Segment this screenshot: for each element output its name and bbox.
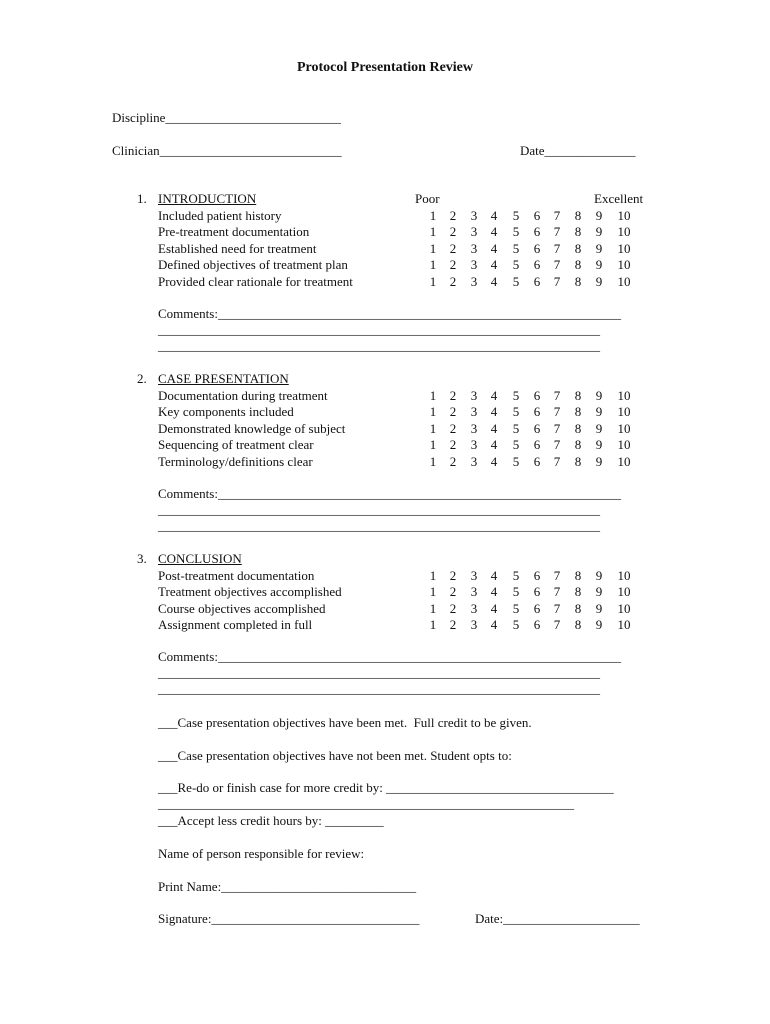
rating-option-1[interactable]: 1 [429,617,437,632]
signature-field[interactable]: Signature:________________________________ [158,911,420,926]
section-number: 1. [137,191,147,206]
rating-option-1[interactable]: 1 [429,240,437,256]
rating-option-1[interactable]: 1 [429,404,437,419]
rating-option-10[interactable]: 10 [617,257,631,272]
rating-option-3[interactable]: 3 [470,240,478,256]
rating-item-label: Key components included [158,404,294,419]
rating-scale-row[interactable] [0,437,770,454]
rating-option-10[interactable]: 10 [617,437,631,452]
rating-scale-row[interactable] [0,257,770,274]
rating-option-9[interactable]: 9 [595,404,603,419]
rating-option-9[interactable]: 9 [595,420,603,436]
rating-option-7[interactable]: 7 [553,584,561,599]
redo-line[interactable]: ________________________________________________________________ [158,796,574,811]
rating-option-8[interactable]: 8 [574,224,582,239]
rating-option-7[interactable]: 7 [553,257,561,272]
comment-line[interactable]: ____________________________________________________________________ [158,681,600,696]
rating-option-4[interactable]: 4 [490,404,498,419]
rating-option-6[interactable]: 6 [533,584,541,599]
rating-option-6[interactable]: 6 [533,600,541,616]
rating-option-8[interactable]: 8 [574,437,582,452]
comment-line[interactable]: ____________________________________________________________________ [158,322,600,337]
rating-option-5[interactable]: 5 [512,207,520,223]
redo-option[interactable]: ___Re-do or finish case for more credit by: ___________________________________ [158,780,614,795]
rating-option-4[interactable]: 4 [490,617,498,632]
rating-item-label: Treatment objectives accomplished [158,584,342,599]
scale-poor-label: Poor [415,191,440,206]
comments-field[interactable]: Comments:______________________________________________________________ [158,486,621,501]
rating-option-1[interactable]: 1 [429,207,437,223]
comments-field[interactable]: Comments:______________________________________________________________ [158,649,621,664]
rating-option-3[interactable]: 3 [470,600,478,616]
rating-option-9[interactable]: 9 [595,567,603,583]
rating-option-4[interactable]: 4 [490,257,498,272]
signature-date-field[interactable]: Date:_____________________ [475,911,640,926]
rating-option-5[interactable]: 5 [512,224,520,239]
rating-scale-row[interactable] [0,568,770,585]
rating-option-6[interactable]: 6 [533,207,541,223]
rating-option-2[interactable]: 2 [449,207,457,223]
rating-option-1[interactable]: 1 [429,257,437,272]
rating-option-1[interactable]: 1 [429,420,437,436]
rating-option-7[interactable]: 7 [553,617,561,632]
rating-option-6[interactable]: 6 [533,257,541,272]
rating-option-3[interactable]: 3 [470,404,478,419]
rating-option-1[interactable]: 1 [429,437,437,452]
rating-option-9[interactable]: 9 [595,453,603,469]
rating-option-4[interactable]: 4 [490,567,498,583]
objectives-not-met-option[interactable]: ___Case presentation objectives have not been met. Student opts to: [158,748,512,763]
rating-option-5[interactable]: 5 [512,273,520,289]
rating-option-4[interactable]: 4 [490,387,498,403]
rating-item-label: Demonstrated knowledge of subject [158,420,346,436]
rating-item-label: Provided clear rationale for treatment [158,273,353,289]
rating-option-9[interactable]: 9 [595,257,603,272]
rating-option-8[interactable]: 8 [574,584,582,599]
rating-option-7[interactable]: 7 [553,453,561,469]
rating-option-7[interactable]: 7 [553,437,561,452]
scale-excellent-label: Excellent [594,191,644,206]
rating-option-8[interactable]: 8 [574,257,582,272]
rating-option-6[interactable]: 6 [533,617,541,632]
section-number: 2. [137,371,147,386]
rating-item-label: Assignment completed in full [158,617,313,632]
rating-option-6[interactable]: 6 [533,404,541,419]
rating-option-10[interactable]: 10 [617,224,631,239]
rating-option-8[interactable]: 8 [574,387,582,403]
rating-option-1[interactable]: 1 [429,387,437,403]
rating-option-8[interactable]: 8 [574,240,582,256]
rating-option-6[interactable]: 6 [533,273,541,289]
rating-option-5[interactable]: 5 [512,257,520,272]
rating-option-4[interactable]: 4 [490,420,498,436]
rating-option-7[interactable]: 7 [553,240,561,256]
rating-option-2[interactable]: 2 [449,420,457,436]
rating-option-4[interactable]: 4 [490,224,498,239]
rating-option-8[interactable]: 8 [574,404,582,419]
rating-item-label: Terminology/definitions clear [158,453,313,469]
rating-option-3[interactable]: 3 [470,224,478,239]
rating-option-7[interactable]: 7 [553,404,561,419]
rating-option-10[interactable]: 10 [617,420,631,436]
rating-option-10[interactable]: 10 [617,207,631,223]
rating-option-2[interactable]: 2 [449,617,457,632]
rating-option-8[interactable]: 8 [574,617,582,632]
rating-option-7[interactable]: 7 [553,420,561,436]
rating-option-7[interactable]: 7 [553,224,561,239]
rating-scale-row[interactable] [0,404,770,421]
rating-option-2[interactable]: 2 [449,224,457,239]
section-heading: CONCLUSION [158,551,242,566]
rating-option-8[interactable]: 8 [574,567,582,583]
rating-scale-row[interactable] [0,388,770,405]
rating-option-9[interactable]: 9 [595,240,603,256]
rating-scale-row[interactable] [0,208,770,225]
rating-option-3[interactable]: 3 [470,617,478,632]
rating-option-2[interactable]: 2 [449,257,457,272]
rating-option-1[interactable]: 1 [429,224,437,239]
rating-scale-row[interactable] [0,584,770,601]
rating-option-6[interactable]: 6 [533,387,541,403]
rating-scale-row[interactable] [0,274,770,291]
rating-option-3[interactable]: 3 [470,584,478,599]
rating-scale-row[interactable] [0,454,770,471]
rating-option-9[interactable]: 9 [595,600,603,616]
rating-option-5[interactable]: 5 [512,584,520,599]
rating-option-2[interactable]: 2 [449,240,457,256]
clinician-field[interactable]: Clinician____________________________ [112,143,342,158]
rating-option-5[interactable]: 5 [512,437,520,452]
rating-option-7[interactable]: 7 [553,387,561,403]
rating-option-5[interactable]: 5 [512,420,520,436]
rating-option-9[interactable]: 9 [595,273,603,289]
rating-item-label: Defined objectives of treatment plan [158,257,348,272]
rating-item-label: Pre-treatment documentation [158,224,310,239]
rating-option-9[interactable]: 9 [595,387,603,403]
rating-item-label: Sequencing of treatment clear [158,437,314,452]
accept-less-option[interactable]: ___Accept less credit hours by: _________ [158,813,384,828]
rating-option-9[interactable]: 9 [595,224,603,239]
rating-option-10[interactable]: 10 [617,404,631,419]
rating-option-2[interactable]: 2 [449,584,457,599]
rating-option-2[interactable]: 2 [449,453,457,469]
rating-option-10[interactable]: 10 [617,387,631,403]
rating-option-3[interactable]: 3 [470,437,478,452]
rating-option-6[interactable]: 6 [533,224,541,239]
rating-scale-row[interactable] [0,224,770,241]
rating-item-label: Included patient history [158,207,282,223]
rating-option-10[interactable]: 10 [617,567,631,583]
rating-option-7[interactable]: 7 [553,600,561,616]
rating-option-10[interactable]: 10 [617,600,631,616]
rating-option-8[interactable]: 8 [574,420,582,436]
rating-option-1[interactable]: 1 [429,273,437,289]
rating-item-label: Post-treatment documentation [158,567,315,583]
rating-option-3[interactable]: 3 [470,257,478,272]
rating-option-2[interactable]: 2 [449,600,457,616]
rating-option-3[interactable]: 3 [470,207,478,223]
rating-option-1[interactable]: 1 [429,453,437,469]
rating-option-4[interactable]: 4 [490,437,498,452]
rating-scale-row[interactable] [0,601,770,618]
rating-option-4[interactable]: 4 [490,240,498,256]
rating-option-3[interactable]: 3 [470,567,478,583]
rating-option-1[interactable]: 1 [429,584,437,599]
print-name-field[interactable]: Print Name:______________________________ [158,879,417,894]
rating-scale-row[interactable] [0,241,770,258]
rating-option-10[interactable]: 10 [617,453,631,469]
rating-option-6[interactable]: 6 [533,240,541,256]
page-title: Protocol Presentation Review [297,60,473,75]
section-heading: INTRODUCTION [158,191,257,206]
rating-scale-row[interactable] [0,421,770,438]
comment-line[interactable]: ____________________________________________________________________ [158,502,600,517]
rating-option-10[interactable]: 10 [617,584,631,599]
rating-option-9[interactable]: 9 [595,617,603,632]
rating-option-8[interactable]: 8 [574,273,582,289]
rating-option-4[interactable]: 4 [490,600,498,616]
rating-scale-row[interactable] [0,617,770,634]
rating-option-9[interactable]: 9 [595,437,603,452]
rating-option-5[interactable]: 5 [512,387,520,403]
rating-option-2[interactable]: 2 [449,404,457,419]
rating-option-3[interactable]: 3 [470,453,478,469]
comment-line[interactable]: ____________________________________________________________________ [158,665,600,680]
section-heading: CASE PRESENTATION [158,371,289,386]
rating-option-3[interactable]: 3 [470,420,478,436]
rating-option-10[interactable]: 10 [617,240,631,256]
rating-option-4[interactable]: 4 [490,273,498,289]
rating-option-7[interactable]: 7 [553,273,561,289]
comment-line[interactable]: ____________________________________________________________________ [158,338,600,353]
rating-option-9[interactable]: 9 [595,584,603,599]
rating-item-label: Established need for treatment [158,240,317,256]
rating-item-label: Course objectives accomplished [158,600,326,616]
rating-option-6[interactable]: 6 [533,420,541,436]
rating-option-2[interactable]: 2 [449,387,457,403]
date-header-field[interactable]: Date______________ [520,143,636,158]
objectives-met-option[interactable]: ___Case presentation objectives have been met. Full credit to be given. [158,715,532,730]
rating-option-3[interactable]: 3 [470,387,478,403]
rating-option-8[interactable]: 8 [574,453,582,469]
rating-option-4[interactable]: 4 [490,207,498,223]
section-number: 3. [137,551,147,566]
rating-item-label: Documentation during treatment [158,387,328,403]
rating-option-6[interactable]: 6 [533,437,541,452]
rating-option-7[interactable]: 7 [553,207,561,223]
rating-option-2[interactable]: 2 [449,273,457,289]
rating-option-9[interactable]: 9 [595,207,603,223]
rating-option-8[interactable]: 8 [574,600,582,616]
rating-option-2[interactable]: 2 [449,437,457,452]
rating-option-6[interactable]: 6 [533,567,541,583]
rating-option-8[interactable]: 8 [574,207,582,223]
rating-option-5[interactable]: 5 [512,567,520,583]
rating-option-10[interactable]: 10 [617,617,631,632]
responsible-label: Name of person responsible for review: [158,846,365,861]
rating-option-1[interactable]: 1 [429,567,437,583]
discipline-field[interactable]: Discipline___________________________ [112,110,341,125]
comments-field[interactable]: Comments:______________________________________________________________ [158,306,621,321]
rating-option-3[interactable]: 3 [470,273,478,289]
rating-option-5[interactable]: 5 [512,600,520,616]
rating-option-4[interactable]: 4 [490,453,498,469]
rating-option-10[interactable]: 10 [617,273,631,289]
rating-option-5[interactable]: 5 [512,404,520,419]
rating-option-4[interactable]: 4 [490,584,498,599]
rating-option-5[interactable]: 5 [512,453,520,469]
comment-line[interactable]: ____________________________________________________________________ [158,518,600,533]
rating-option-5[interactable]: 5 [512,617,520,632]
rating-option-1[interactable]: 1 [429,600,437,616]
rating-option-6[interactable]: 6 [533,453,541,469]
rating-option-7[interactable]: 7 [553,567,561,583]
rating-option-5[interactable]: 5 [512,240,520,256]
rating-option-2[interactable]: 2 [449,567,457,583]
